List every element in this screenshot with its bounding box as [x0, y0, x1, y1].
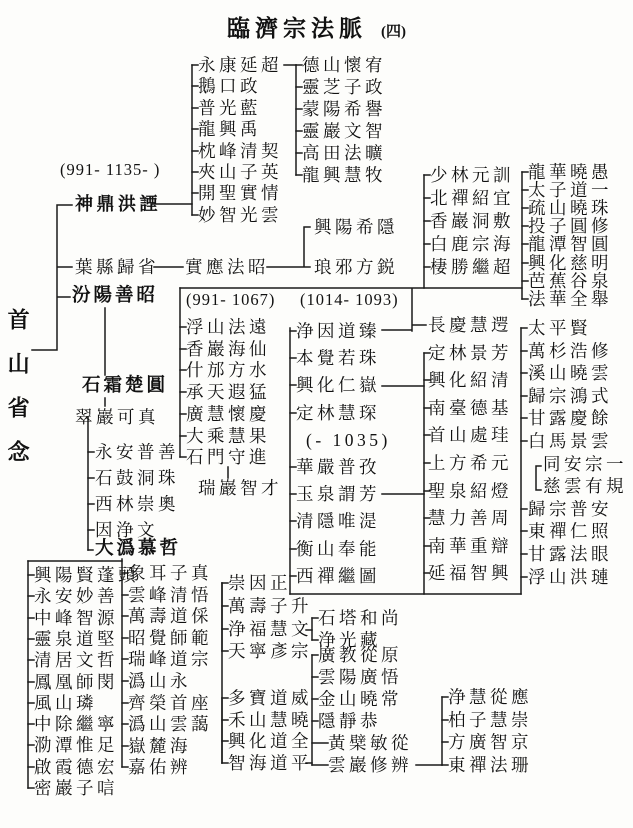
lineage-node: 昭覺師範 — [128, 627, 212, 648]
lineage-node: 浄因道臻 — [296, 321, 380, 341]
lineage-node: 智海道平 — [228, 753, 312, 774]
lineage-node: 方廣智京 — [448, 732, 532, 753]
lineage-node: 清隱唯湜 — [296, 511, 380, 532]
lineage-node: 象耳子真 — [128, 563, 212, 583]
lineage-node: 香巖洞敷 — [430, 211, 514, 231]
lineage-node: 延福智興 — [428, 563, 512, 584]
lineage-node: 廣教從原 — [318, 645, 402, 665]
lineage-node: 聖泉紹燈 — [428, 480, 512, 501]
lineage-node: (- 1035) — [306, 429, 391, 450]
lineage-node: 龍興禹 — [198, 119, 261, 140]
lineage-node: 歸宗鴻式 — [528, 385, 612, 406]
lineage-node: 龍潭智圓 — [528, 234, 612, 255]
lineage-node: 雲峰清悟 — [128, 584, 212, 605]
lineage-node: 石塔和尚 — [318, 608, 402, 628]
lineage-node: 密巖子唁 — [34, 778, 118, 798]
lineage-node: 龍華曉愚 — [528, 162, 612, 182]
lineage-node: 潙山永 — [128, 671, 191, 691]
lineage-node: 定林慧琛 — [296, 402, 380, 423]
lineage-node: 西林崇奧 — [95, 494, 179, 514]
lineage-node: 興化慈明 — [528, 252, 612, 273]
lineage-node: 妙智光雲 — [198, 204, 282, 225]
lineage-node: 枕峰清契 — [198, 140, 282, 161]
lineage-node: 本覺若珠 — [296, 348, 380, 369]
title-main: 臨濟宗法脈 — [227, 16, 367, 41]
lineage-node: 興化仁嶽 — [296, 375, 380, 396]
lineage-node: 嘉佑辨 — [128, 757, 191, 778]
lineage-node: 廣慧懷慶 — [186, 403, 270, 424]
lineage-node: 靈巖文智 — [302, 121, 386, 141]
lineage-node: 南臺德基 — [428, 397, 512, 418]
title-part: (四) — [381, 24, 406, 40]
node-langye-fangrui: 琅邪方鋭 — [314, 257, 398, 277]
lineage-node: 浄福慧文 — [228, 618, 312, 639]
lineage-node: 白鹿宗海 — [430, 234, 514, 254]
lineage-node: 興化紹清 — [428, 370, 512, 391]
page-title — [0, 10, 633, 43]
lineage-node: 靈芝子政 — [302, 77, 386, 97]
lineage-node: 衡山奉能 — [296, 538, 380, 559]
lineage-node: 浮山洪璉 — [528, 566, 612, 587]
lineage-node: 白馬景雲 — [528, 431, 612, 451]
lineage-node: 棲勝繼超 — [430, 257, 514, 277]
lineage-node: 北禪紹宜 — [430, 188, 514, 208]
node-shoushan-shengnian: 首山省念 — [5, 308, 31, 484]
lineage-node: 同安宗一 — [543, 453, 627, 474]
lineage-node: 玉泉謂芳 — [296, 484, 380, 505]
node-ruiyan-zhicai: 瑞巖智才 — [198, 478, 282, 498]
lineage-node: 清居文哲 — [34, 650, 118, 671]
lineage-node: 首山處珪 — [428, 425, 512, 446]
lineage-node: 開聖實情 — [198, 183, 282, 204]
lineage-node: 鵝口政 — [198, 76, 261, 97]
date-jingyin: (1014- 1093) — [300, 290, 399, 309]
lineage-node: 浄慧從應 — [448, 687, 532, 707]
lineage-node: 夾山子英 — [198, 162, 282, 182]
lineage-node: 東禪仁照 — [528, 521, 612, 542]
lineage-node: 泐潭惟足 — [34, 735, 118, 756]
lineage-node: 蒙陽希譽 — [302, 99, 386, 119]
lineage-node: 甘露慶餘 — [528, 408, 612, 429]
lineage-node: 龍興慧牧 — [302, 165, 386, 185]
lineage-node: 金山曉常 — [318, 689, 402, 709]
lineage-node: 多寶道威 — [228, 688, 312, 708]
node-fenyang-shanzhao: 汾陽善昭 — [72, 286, 159, 306]
lineage-node: 少林元訓 — [430, 165, 514, 185]
lineage-node: 萬壽道倸 — [128, 606, 212, 627]
lineage-node: 投子圓修 — [528, 216, 612, 237]
lineage-node: 中峰智源 — [34, 607, 118, 628]
lineage-node: 石門守進 — [186, 447, 270, 468]
node-xingyang-xiyin: 興陽希隱 — [314, 217, 398, 237]
lineage-node: 慧力善周 — [428, 508, 512, 529]
lineage-node: 華嚴普孜 — [296, 457, 380, 477]
lineage-node: 雲巖修辨 — [328, 755, 412, 775]
lineage-node: 太子道一 — [528, 180, 612, 201]
date-fushan: (991- 1067) — [186, 290, 276, 309]
lineage-node: 南華重辯 — [428, 535, 512, 556]
lineage-node: 雲陽廣悟 — [318, 667, 402, 687]
lineage-node: 德山懷宥 — [302, 55, 386, 75]
lineage-node: 香巖海仙 — [186, 338, 270, 359]
lineage-node: 中除繼寧 — [34, 714, 118, 735]
node-shishuang-chuyuan: 石霜楚圓 — [82, 376, 169, 396]
lineage-node: 潙山雲藹 — [128, 714, 212, 735]
date-shending: (991- 1135- ) — [60, 160, 161, 179]
lineage-node: 長慶慧遌 — [428, 315, 512, 335]
lineage-node: 風山璘 — [34, 692, 97, 713]
lineage-node: 上方希元 — [428, 453, 512, 473]
lineage-node: 永安妙善 — [34, 586, 118, 607]
lineage-node: 什邡方水 — [186, 360, 270, 381]
lineage-node: 定林景芳 — [428, 342, 512, 363]
lineage-node: 因浄文 — [95, 520, 158, 540]
node-shending-hongyin: 神鼎洪諲 — [75, 194, 161, 214]
lineage-node: 崇因正 — [228, 573, 291, 593]
lineage-node: 靈泉道堅 — [34, 628, 118, 649]
lineage-node: 甘露法眼 — [528, 544, 612, 564]
lineage-node: 普光藍 — [198, 97, 261, 118]
lineage-node: 鳳凰師閔 — [34, 671, 118, 692]
lineage-node: 柏子慧崇 — [448, 709, 532, 730]
lineage-node: 浄光藏 — [318, 630, 381, 650]
lineage-node: 啟霞德宏 — [34, 756, 118, 777]
lineage-node: 萬壽子升 — [228, 595, 312, 616]
lineage-node: 禾山慧曉 — [228, 709, 312, 730]
node-shiying-fazhao: 實應法昭 — [185, 257, 269, 277]
lineage-node: 浮山法遠 — [186, 317, 270, 337]
lineage-node: 高田法曠 — [302, 143, 386, 163]
lineage-node: 承天遐猛 — [186, 382, 270, 403]
lineage-node: 歸宗普安 — [528, 498, 612, 519]
lineage-node: 疏山曉珠 — [528, 198, 612, 219]
lineage-node: 大乘慧果 — [186, 425, 270, 446]
lineage-node: 永安普善 — [95, 442, 179, 462]
lineage-node: 石鼓洞珠 — [95, 468, 179, 488]
lineage-node: 法華全舉 — [528, 288, 612, 309]
node-cuiyan-kezhen: 翠巖可真 — [75, 407, 159, 427]
lineage-node: 隱靜恭 — [318, 711, 381, 731]
lineage-node: 永康延超 — [198, 55, 282, 75]
lineage-node: 太平賢 — [528, 318, 591, 338]
lineage-node: 嶽麓海 — [128, 735, 191, 756]
lineage-node: 興陽賢蓬頭 — [34, 565, 139, 585]
lineage-node: 東禪法珊 — [448, 755, 532, 776]
node-yexian-guisheng: 葉縣歸省 — [75, 257, 159, 277]
lineage-node: 天寧彥宗 — [228, 641, 312, 662]
lineage-node: 西禪繼圖 — [296, 565, 380, 586]
lineage-node: 興化道全 — [228, 731, 312, 752]
lineage-node: 芭蕉谷泉 — [528, 270, 612, 291]
lineage-node: 齊榮首座 — [128, 692, 212, 713]
lineage-node: 慈雲有規 — [543, 476, 627, 497]
node-dawei-muzhe: 大潙慕哲 — [95, 539, 182, 559]
lineage-node: 萬杉浩修 — [528, 340, 612, 361]
lineage-node: 瑞峰道宗 — [128, 649, 212, 670]
lineage-node: 黃檗敏從 — [328, 733, 412, 753]
lineage-node: 溪山曉雲 — [528, 363, 612, 384]
